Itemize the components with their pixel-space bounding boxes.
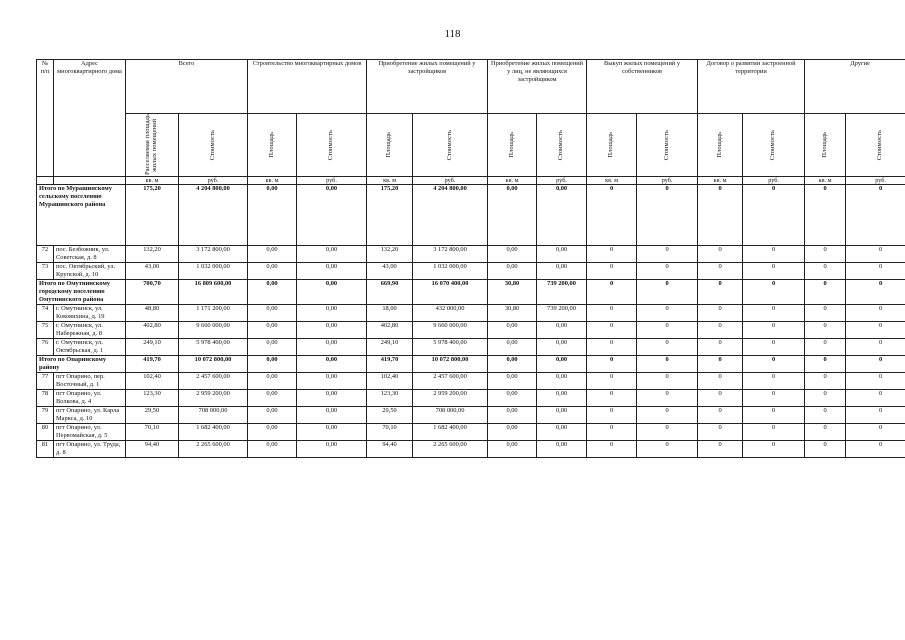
- value-cell: 0,00: [248, 356, 297, 373]
- value-cell: 0,00: [297, 185, 367, 246]
- value-cell: 0: [587, 263, 637, 280]
- value-cell: 0,00: [248, 407, 297, 424]
- value-cell: 2 457 600,00: [179, 373, 248, 390]
- subheader-cost: [743, 114, 805, 177]
- subheader-row: [37, 114, 905, 177]
- value-cell: 4 204 800,00: [413, 185, 488, 246]
- value-cell: 0,00: [488, 322, 537, 339]
- value-cell: 0: [698, 305, 743, 322]
- value-cell: 0,00: [297, 373, 367, 390]
- table-row: [37, 263, 905, 280]
- value-cell: 1 032 000,00: [413, 263, 488, 280]
- value-cell: 10 072 800,00: [179, 356, 248, 373]
- value-cell: 0: [846, 305, 905, 322]
- value-cell: 0,00: [488, 441, 537, 458]
- header-group-other: Другие: [805, 60, 905, 114]
- header-address: Адрес многоквартирного дома: [54, 60, 126, 177]
- value-cell: 175,20: [126, 185, 179, 246]
- value-cell: 708 000,00: [413, 407, 488, 424]
- total-row: [37, 280, 905, 305]
- value-cell: 9 660 000,00: [413, 322, 488, 339]
- value-cell: 16 809 600,00: [179, 280, 248, 305]
- value-cell: 0: [743, 185, 805, 246]
- value-cell: 2 265 600,00: [179, 441, 248, 458]
- value-cell: 0,00: [488, 246, 537, 263]
- value-cell: 1 682 400,00: [413, 424, 488, 441]
- value-cell: 0: [805, 280, 846, 305]
- subheader-cost: [179, 114, 248, 177]
- value-cell: 419,70: [126, 356, 179, 373]
- value-cell: 0,00: [248, 441, 297, 458]
- row-address: пгт Опарино, пер. Восточный, д. 1: [54, 373, 126, 390]
- subheader-area: [698, 114, 743, 177]
- unit-cell: руб.: [537, 177, 587, 185]
- value-cell: 0,00: [297, 424, 367, 441]
- value-cell: 0: [587, 424, 637, 441]
- total-label: Итого по Омутнинскому городскому поселению Омутнинского района: [37, 280, 126, 305]
- row-number: 73: [37, 263, 54, 280]
- value-cell: 0,00: [537, 356, 587, 373]
- units-blank: [54, 177, 126, 185]
- value-cell: 0: [698, 185, 743, 246]
- value-cell: 0,00: [297, 390, 367, 407]
- value-cell: 0: [587, 441, 637, 458]
- unit-cell: кв. м: [126, 177, 179, 185]
- value-cell: 0: [846, 322, 905, 339]
- unit-cell: руб.: [637, 177, 698, 185]
- subheader-label: Стоимость: [876, 129, 884, 161]
- row-address: пгт Опарино, ул. Волкова, д. 4: [54, 390, 126, 407]
- table-row: [37, 441, 905, 458]
- header-group-development-contract: Договор о развитии застроенной территории: [698, 60, 805, 114]
- table-row: [37, 424, 905, 441]
- value-cell: 0: [587, 407, 637, 424]
- value-cell: 0,00: [537, 441, 587, 458]
- header-group-construction: Строительство многоквартирных домов: [248, 60, 367, 114]
- value-cell: 0: [698, 356, 743, 373]
- value-cell: 0,00: [537, 263, 587, 280]
- value-cell: 0,00: [537, 339, 587, 356]
- value-cell: 0: [698, 263, 743, 280]
- value-cell: 0,00: [248, 263, 297, 280]
- subheader-label: Стоимость: [769, 129, 777, 161]
- value-cell: 0,00: [297, 246, 367, 263]
- table-row: [37, 322, 905, 339]
- table-row: [37, 373, 905, 390]
- value-cell: 419,70: [367, 356, 413, 373]
- value-cell: 0,00: [297, 263, 367, 280]
- subheader-label: Площадь: [507, 132, 515, 158]
- unit-cell: руб.: [297, 177, 367, 185]
- value-cell: 43,00: [367, 263, 413, 280]
- value-cell: 0: [637, 305, 698, 322]
- unit-cell: руб.: [179, 177, 248, 185]
- value-cell: 0: [587, 280, 637, 305]
- header-row: [37, 60, 905, 114]
- value-cell: 0: [587, 185, 637, 246]
- value-cell: 0,00: [488, 339, 537, 356]
- subheader-area: [805, 114, 846, 177]
- value-cell: 0: [805, 373, 846, 390]
- value-cell: 0,00: [488, 407, 537, 424]
- value-cell: 0,00: [248, 373, 297, 390]
- value-cell: 0: [805, 305, 846, 322]
- value-cell: 0,00: [537, 246, 587, 263]
- value-cell: 0,00: [297, 407, 367, 424]
- value-cell: 0: [587, 246, 637, 263]
- value-cell: 0: [743, 246, 805, 263]
- value-cell: 0: [698, 373, 743, 390]
- unit-cell: кв. м: [488, 177, 537, 185]
- subheader-area: [248, 114, 297, 177]
- value-cell: 0: [846, 373, 905, 390]
- value-cell: 0: [743, 407, 805, 424]
- value-cell: 0: [698, 441, 743, 458]
- row-number: 80: [37, 424, 54, 441]
- subheader-label: Расселяемая площадь жилых помещений: [144, 114, 158, 176]
- value-cell: 70,10: [126, 424, 179, 441]
- value-cell: 0: [698, 339, 743, 356]
- value-cell: 0: [846, 390, 905, 407]
- value-cell: 0: [587, 322, 637, 339]
- row-number: 72: [37, 246, 54, 263]
- row-number: 81: [37, 441, 54, 458]
- value-cell: 10 072 800,00: [413, 356, 488, 373]
- value-cell: 0,00: [297, 280, 367, 305]
- subheader-cost: [637, 114, 698, 177]
- subheader-cost: [537, 114, 587, 177]
- value-cell: 0: [698, 390, 743, 407]
- row-address: пгт Опарино, ул. Труда, д. 8: [54, 441, 126, 458]
- value-cell: 0: [743, 356, 805, 373]
- value-cell: 0: [846, 185, 905, 246]
- units-row: [37, 177, 905, 185]
- value-cell: 0: [805, 339, 846, 356]
- value-cell: 16 070 400,00: [413, 280, 488, 305]
- table-body: [37, 185, 905, 458]
- subheader-area: [587, 114, 637, 177]
- value-cell: 4 204 800,00: [179, 185, 248, 246]
- subheader-label: Стоимость: [445, 129, 453, 161]
- subheader-label: Стоимость: [662, 129, 670, 161]
- value-cell: 1 032 000,00: [179, 263, 248, 280]
- value-cell: 0: [698, 424, 743, 441]
- subheader-label: Площадь: [820, 132, 828, 158]
- value-cell: 94,40: [367, 441, 413, 458]
- unit-cell: руб.: [846, 177, 905, 185]
- value-cell: 0,00: [248, 280, 297, 305]
- table-row: [37, 246, 905, 263]
- value-cell: 0: [846, 280, 905, 305]
- value-cell: 0: [846, 356, 905, 373]
- subheader-cost: [297, 114, 367, 177]
- value-cell: 0: [637, 246, 698, 263]
- header-no: № п/п: [37, 60, 54, 177]
- value-cell: 0,00: [248, 390, 297, 407]
- value-cell: 0: [743, 424, 805, 441]
- row-number: 77: [37, 373, 54, 390]
- value-cell: 0,00: [537, 185, 587, 246]
- value-cell: 0: [698, 322, 743, 339]
- value-cell: 132,20: [367, 246, 413, 263]
- value-cell: 0: [805, 356, 846, 373]
- value-cell: 739 200,00: [537, 280, 587, 305]
- value-cell: 402,80: [367, 322, 413, 339]
- value-cell: 0,00: [248, 185, 297, 246]
- value-cell: 0,00: [488, 356, 537, 373]
- value-cell: 0: [846, 246, 905, 263]
- value-cell: 708 000,00: [179, 407, 248, 424]
- value-cell: 0,00: [248, 424, 297, 441]
- value-cell: 0,00: [488, 373, 537, 390]
- value-cell: 0: [743, 441, 805, 458]
- resettlement-table: [36, 59, 905, 458]
- value-cell: 0: [637, 322, 698, 339]
- value-cell: 132,20: [126, 246, 179, 263]
- value-cell: 1 682 400,00: [179, 424, 248, 441]
- value-cell: 0,00: [537, 407, 587, 424]
- value-cell: 0: [743, 373, 805, 390]
- value-cell: 2 265 600,00: [413, 441, 488, 458]
- value-cell: 0: [846, 441, 905, 458]
- value-cell: 0: [637, 339, 698, 356]
- value-cell: 0: [637, 356, 698, 373]
- subheader-area: [367, 114, 413, 177]
- value-cell: 18,00: [367, 305, 413, 322]
- value-cell: 0,00: [537, 322, 587, 339]
- value-cell: 0: [743, 280, 805, 305]
- value-cell: 0: [698, 246, 743, 263]
- value-cell: 0: [637, 424, 698, 441]
- unit-cell: руб.: [743, 177, 805, 185]
- value-cell: 102,40: [126, 373, 179, 390]
- value-cell: 5 978 400,00: [413, 339, 488, 356]
- value-cell: 0: [846, 339, 905, 356]
- value-cell: 0: [805, 185, 846, 246]
- row-address: г. Омутнинск, ул. Октябрьская, д. 1: [54, 339, 126, 356]
- value-cell: 0,00: [297, 305, 367, 322]
- subheader-label: Стоимость: [557, 129, 565, 161]
- value-cell: 249,10: [126, 339, 179, 356]
- value-cell: 0,00: [248, 246, 297, 263]
- value-cell: 0: [587, 373, 637, 390]
- value-cell: 0: [637, 390, 698, 407]
- value-cell: 0: [846, 263, 905, 280]
- row-address: г. Омутнинск, ул. Набережная, д. 8: [54, 322, 126, 339]
- value-cell: 0: [805, 390, 846, 407]
- value-cell: 123,30: [367, 390, 413, 407]
- table-row: [37, 339, 905, 356]
- value-cell: 0,00: [297, 356, 367, 373]
- value-cell: 1 171 200,00: [179, 305, 248, 322]
- value-cell: 0: [698, 280, 743, 305]
- value-cell: 0,00: [297, 322, 367, 339]
- value-cell: 0: [743, 339, 805, 356]
- value-cell: 0: [637, 441, 698, 458]
- value-cell: 0,00: [488, 424, 537, 441]
- value-cell: 2 959 200,00: [413, 390, 488, 407]
- value-cell: 0,00: [537, 373, 587, 390]
- value-cell: 0: [637, 373, 698, 390]
- value-cell: 123,30: [126, 390, 179, 407]
- total-label: Итого по Опаринскому району: [37, 356, 126, 373]
- value-cell: 739 200,00: [537, 305, 587, 322]
- table-row: [37, 390, 905, 407]
- unit-cell: кв. м: [587, 177, 637, 185]
- value-cell: 0: [743, 305, 805, 322]
- subheader-label: Площадь: [607, 132, 615, 158]
- value-cell: 30,80: [488, 280, 537, 305]
- value-cell: 70,10: [367, 424, 413, 441]
- value-cell: 0: [637, 185, 698, 246]
- unit-cell: кв. м: [698, 177, 743, 185]
- row-address: пос. Безбожник, ул. Советская, д. 8: [54, 246, 126, 263]
- value-cell: 0: [637, 263, 698, 280]
- value-cell: 30,80: [488, 305, 537, 322]
- unit-cell: кв. м: [367, 177, 413, 185]
- value-cell: 9 660 000,00: [179, 322, 248, 339]
- value-cell: 29,50: [126, 407, 179, 424]
- value-cell: 175,20: [367, 185, 413, 246]
- subheader-label: Стоимость: [208, 129, 216, 161]
- value-cell: 0: [805, 441, 846, 458]
- value-cell: 0,00: [488, 185, 537, 246]
- value-cell: 0: [587, 339, 637, 356]
- value-cell: 0,00: [488, 390, 537, 407]
- value-cell: 48,80: [126, 305, 179, 322]
- unit-cell: кв. м: [248, 177, 297, 185]
- row-number: 74: [37, 305, 54, 322]
- value-cell: 3 172 800,00: [413, 246, 488, 263]
- subheader-label: Площадь: [267, 132, 275, 158]
- value-cell: 0: [805, 424, 846, 441]
- value-cell: 700,70: [126, 280, 179, 305]
- value-cell: 0,00: [248, 305, 297, 322]
- row-address: г. Омутнинск, ул. Коковихина, д. 19: [54, 305, 126, 322]
- units-blank: [37, 177, 54, 185]
- value-cell: 0: [587, 356, 637, 373]
- value-cell: 0: [846, 407, 905, 424]
- value-cell: 432 000,00: [413, 305, 488, 322]
- value-cell: 0: [587, 305, 637, 322]
- value-cell: 0,00: [248, 339, 297, 356]
- value-cell: 29,50: [367, 407, 413, 424]
- value-cell: 0: [846, 424, 905, 441]
- value-cell: 0: [743, 390, 805, 407]
- value-cell: 2 959 200,00: [179, 390, 248, 407]
- row-number: 78: [37, 390, 54, 407]
- header-group-buyout: Выкуп жилых помещений у собственников: [587, 60, 698, 114]
- value-cell: 0: [637, 407, 698, 424]
- unit-cell: руб.: [413, 177, 488, 185]
- total-row: [37, 356, 905, 373]
- value-cell: 0: [805, 407, 846, 424]
- total-label: Итого по Мурашинскому сельскому поселению Мурашинского района: [37, 185, 126, 246]
- value-cell: 402,80: [126, 322, 179, 339]
- value-cell: 43,00: [126, 263, 179, 280]
- value-cell: 0: [587, 390, 637, 407]
- value-cell: 2 457 600,00: [413, 373, 488, 390]
- subheader-label: Площадь: [385, 132, 393, 158]
- value-cell: 0: [743, 263, 805, 280]
- subheader-label: Площадь: [715, 132, 723, 158]
- total-row: [37, 185, 905, 246]
- value-cell: 5 978 400,00: [179, 339, 248, 356]
- row-address: пгт Опарино, ул. Первомайская, д. 5: [54, 424, 126, 441]
- value-cell: 0: [805, 322, 846, 339]
- value-cell: 0,00: [248, 322, 297, 339]
- value-cell: 0: [743, 322, 805, 339]
- value-cell: 94,40: [126, 441, 179, 458]
- table-row: [37, 305, 905, 322]
- subheader-area: [126, 114, 179, 177]
- value-cell: 0,00: [297, 339, 367, 356]
- unit-cell: кв. м: [805, 177, 846, 185]
- subheader-area: [488, 114, 537, 177]
- header-group-purchase-developers: Приобретение жилых помещений у застройщиков: [367, 60, 488, 114]
- subheader-cost: [846, 114, 905, 177]
- header-group-total: Всего: [126, 60, 248, 114]
- value-cell: 3 172 800,00: [179, 246, 248, 263]
- value-cell: 0: [698, 407, 743, 424]
- row-number: 75: [37, 322, 54, 339]
- value-cell: 0,00: [537, 424, 587, 441]
- header-group-purchase-non-developers: Приобретение жилых помещений у лиц, не являющихся застройщиком: [488, 60, 587, 114]
- row-address: пос. Октябрьский, ул. Крупской, д. 10: [54, 263, 126, 280]
- value-cell: 249,10: [367, 339, 413, 356]
- table-row: [37, 407, 905, 424]
- subheader-label: Стоимость: [327, 129, 335, 161]
- value-cell: 0: [805, 246, 846, 263]
- value-cell: 0: [805, 263, 846, 280]
- page-number: 118: [444, 28, 461, 40]
- value-cell: 0,00: [488, 263, 537, 280]
- value-cell: 0,00: [297, 441, 367, 458]
- subheader-cost: [413, 114, 488, 177]
- row-number: 76: [37, 339, 54, 356]
- row-address: пгт Опарино, ул. Карла Маркса, д. 10: [54, 407, 126, 424]
- value-cell: 0,00: [537, 390, 587, 407]
- value-cell: 0: [637, 280, 698, 305]
- value-cell: 102,40: [367, 373, 413, 390]
- value-cell: 669,90: [367, 280, 413, 305]
- row-number: 79: [37, 407, 54, 424]
